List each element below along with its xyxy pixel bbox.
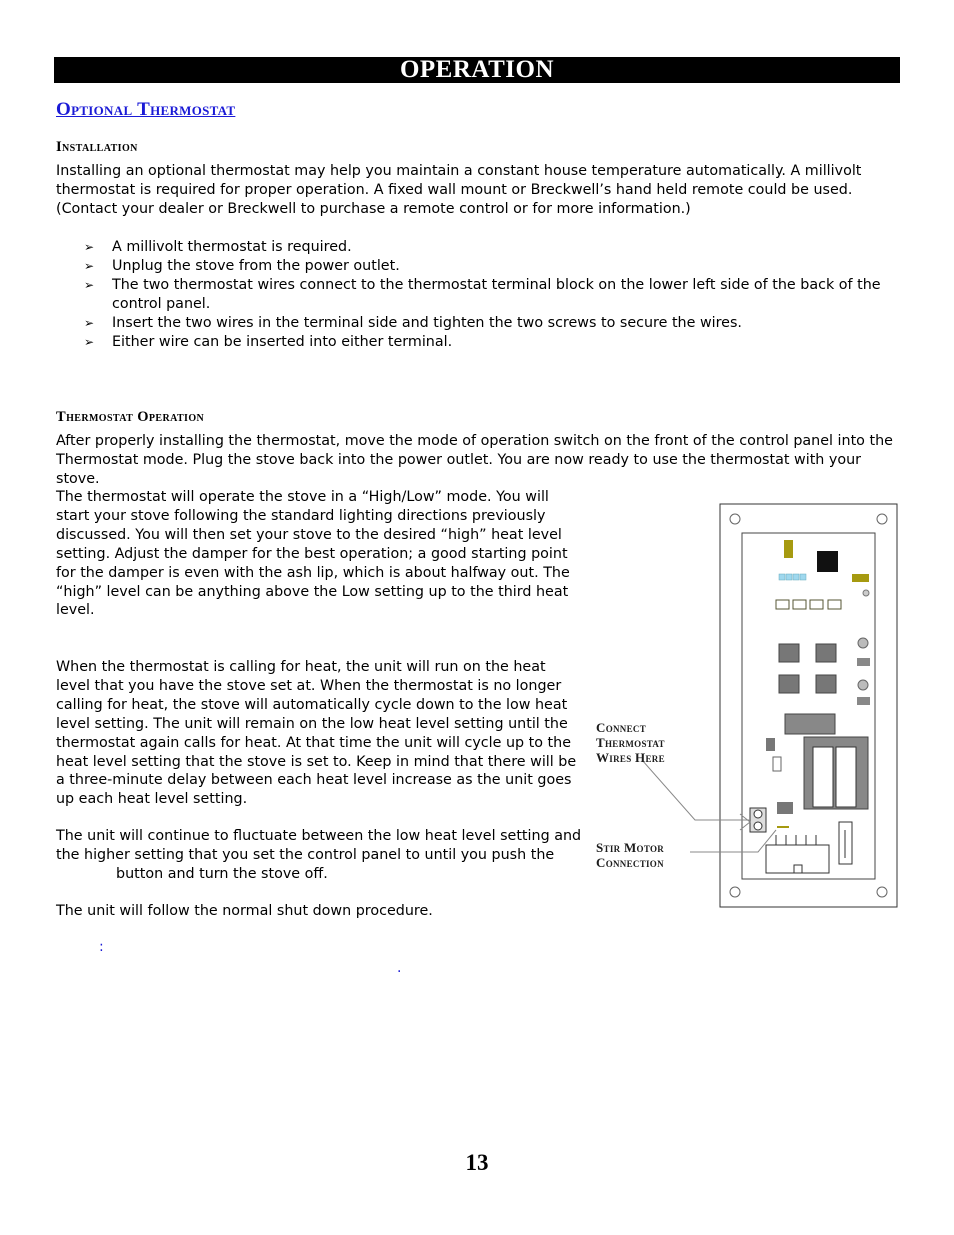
installation-heading: Installation xyxy=(56,139,138,155)
pad-outline xyxy=(810,600,823,609)
pad-outline xyxy=(773,757,781,771)
button-dot xyxy=(858,680,868,690)
list-item xyxy=(84,257,894,276)
thermostat-operation-heading: Thermostat Operation xyxy=(56,409,205,425)
installation-intro: Installing an optional thermostat may help you maintain a constant house temperature automatically. A millivolt thermostat is required for proper operation. A fixed wall mount or Breckwell’s hand held remote could be used. (Contact your dealer or Breckwell to purchase a remote control or for more information.) xyxy=(56,163,862,217)
arrowhead-icon: ➢ xyxy=(84,334,95,349)
list-item xyxy=(84,314,894,333)
section-title: Optional Thermostat xyxy=(56,99,236,120)
callout-line: Connect xyxy=(596,720,646,735)
indicator-dot xyxy=(863,590,869,596)
control-board-figure xyxy=(590,500,902,912)
arrowhead-icon: ➢ xyxy=(84,258,95,273)
callout-line: Connection xyxy=(596,855,664,870)
bullet-text: A millivolt thermostat is required. xyxy=(112,239,352,255)
callout-line: Thermostat xyxy=(596,735,665,750)
pad-outline xyxy=(828,600,841,609)
page-number: 13 xyxy=(465,1150,489,1175)
operation-paragraph-4 xyxy=(56,827,586,884)
paragraph-line: the higher setting that you set the control panel to until you push the xyxy=(56,846,555,863)
operation-paragraph-1: After properly installing the thermostat, move the mode of operation switch on the front of the control panel into the Thermostat mode. Plug the stove back into the power outlet. You are now ready to use the thermostat with your stove. xyxy=(56,433,893,487)
olive-component xyxy=(777,826,789,828)
operation-paragraph-3: When the thermostat is calling for heat, the unit will run on the heat level that you have the stove set at. When the thermostat is no longer calling for heat, the stove will automatically cycle down to the low heat level setting. The unit will remain on the low heat level setting until the thermostat again calls for heat. At that time the unit will cycle up to the heat level setting that the stove is set to. Keep in mind that there will be a three-minute delay between each heat level increase as the unit goes up each heat level setting. xyxy=(56,659,577,808)
callout-thermostat-wires xyxy=(596,720,665,765)
list-item xyxy=(84,276,894,314)
transformer-core xyxy=(813,747,833,807)
relay-icon xyxy=(816,644,836,662)
paragraph-line: The unit will continue to fluctuate between the low heat level setting and xyxy=(56,828,582,844)
button-dot xyxy=(858,638,868,648)
callout-line: Wires Here xyxy=(596,750,665,765)
led-icon xyxy=(786,574,792,580)
small-component xyxy=(857,658,870,666)
chip-icon xyxy=(817,551,838,572)
bullet-text: Either wire can be inserted into either terminal. xyxy=(112,333,453,350)
operation-paragraph-2: The thermostat will operate the stove in a “High/Low” mode. You will start your stove following the standard lighting directions previously discussed. You will then set your stove to the desired “high” heat level setting. Adjust the damper for the best operation; a good starting point for the damper is even with the ash lip, which is about halfway out. The “high” level can be anything above the Low setting up to the third heat level. xyxy=(56,489,570,619)
note-colon: : xyxy=(99,939,104,955)
pad-outline xyxy=(794,865,802,873)
callout-line: Stir Motor xyxy=(596,840,665,855)
small-component xyxy=(857,697,870,705)
bullet-text: Insert the two wires in the terminal side and tighten the two screws to secure the wires. xyxy=(112,314,742,331)
arrowhead-icon: ➢ xyxy=(84,315,95,330)
screw-icon xyxy=(754,810,762,818)
led-icon xyxy=(779,574,785,580)
operation-paragraph-5: The unit will follow the normal shut down procedure. xyxy=(56,903,433,919)
pad-outline xyxy=(776,600,789,609)
relay-icon xyxy=(779,675,799,693)
list-item xyxy=(84,238,894,257)
led-icon xyxy=(800,574,806,580)
bullet-text: The two thermostat wires connect to the thermostat terminal block on the lower left side of the back of the control panel. xyxy=(112,276,881,312)
page-banner: OPERATION xyxy=(54,57,900,83)
screw-icon xyxy=(754,822,762,830)
bullet-text: Unplug the stove from the power outlet. xyxy=(112,257,400,274)
olive-component xyxy=(784,540,793,558)
arrowhead-icon: ➢ xyxy=(84,277,95,292)
installation-bullets xyxy=(84,238,894,351)
note-period: . xyxy=(397,960,402,976)
arrowhead-icon: ➢ xyxy=(84,240,95,254)
small-component xyxy=(766,738,775,751)
list-item xyxy=(84,333,894,352)
paragraph-line: button and turn the stove off. xyxy=(116,865,328,882)
transformer-core xyxy=(836,747,856,807)
relay-icon xyxy=(779,644,799,662)
relay-icon xyxy=(816,675,836,693)
pad-outline xyxy=(793,600,806,609)
callout-stir-motor xyxy=(596,840,664,870)
led-icon xyxy=(793,574,799,580)
olive-component xyxy=(852,574,869,582)
small-component xyxy=(777,802,793,814)
display-block xyxy=(785,714,835,734)
